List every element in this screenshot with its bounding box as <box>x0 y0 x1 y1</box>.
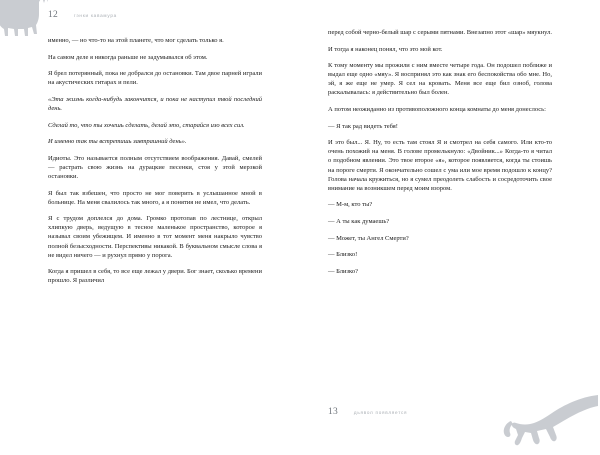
paragraph: Я брел потерянный, пока не добрался до остановки. Там двое парней играли на акустических гитарах и пели. <box>48 70 262 87</box>
running-head-title: гэнки кавамура <box>73 13 117 18</box>
paragraph: На самом деле я никогда раньше не задумывался об этом. <box>48 53 208 61</box>
paragraph: А потом неожиданно из противоположного конца комнаты до меня донеслось: <box>328 106 546 114</box>
paragraph: И тогда я наконец понял, что это мой кот. <box>328 45 443 53</box>
paragraph-dialogue: — Близко! <box>328 251 358 259</box>
paragraph-dialogue: — Близко? <box>328 267 359 275</box>
paragraph-dialogue: — Может, ты Ангел Смерти? <box>328 234 409 242</box>
page-number: 12 <box>48 10 58 20</box>
paragraph: И это был... Я. Ну, то есть там стоял Я и смотрел на себя самого. Или кто-то очень похожий на меня. В голове промелькнуло: «Двойник...» Когда-то я читал о подобном явлении. Это твое второе «я», которое появляется, когда ты стоишь на пороге смерти. Я окончательно сошел с ума или мое время подошло к концу? Голова начала кружиться, но я сумел преодолеть слабость и сосредоточить свое внимание на возникшем перед моим взором. <box>328 139 552 192</box>
text-column-left <box>48 36 262 285</box>
running-head-left <box>48 10 117 20</box>
running-head-title: дьявол появляется <box>353 410 408 415</box>
paragraph-quote: Сделай то, что ты хочешь сделать, делай это, старайся изо всех сил. <box>48 121 245 129</box>
paragraph: Я с трудом доплелся до дома. Громко протопав по лестнице, открыл хлипкую дверь, ведущую в тесное маленькое пространство, которое я называл своим убежищем. И именно в тот момент меня накрыло чувство полной безысходности. Перспективы никакой. В буквальном смысле слова я не видел ничего — и рухнул прямо у порога. <box>48 215 262 259</box>
paragraph: Идиоты. Это называется полным отсутствием воображения. Давай, смелей — растрать свою жизнь на дурацкие песенки, стоя у этой мерзкой остановки. <box>48 154 262 180</box>
paragraph: Когда я пришел в себя, то все еще лежал у двери. Бог знает, сколько времени прошло. Я различил <box>48 268 262 285</box>
text-column-right <box>328 28 552 276</box>
paragraph-quote: «Эта жизнь когда-нибудь закончится, и пока не наступил твой последний день. <box>48 95 262 112</box>
paragraph: именно, — но что-то на этой планете, что мог сделать только я. <box>48 37 224 44</box>
running-head-right <box>328 407 407 417</box>
paragraph: перед собой черно-белый шар с серыми пятнами. Внезапно этот «шар» мяукнул. <box>328 29 552 36</box>
paragraph: Я был так взбешен, что просто не мог поверить в услышанное мной в больнице. На меня свалилось так много, а я понятия не имел, что делать. <box>48 189 262 206</box>
paragraph: К тому моменту мы прожили с ним вместе четыре года. Он подошел поближе и выдал еще одно «мяу». Я воспринял это как знак его беспокойства обо мне. Но, эй, я же еще не умер. Я сел на кровать. Меня все еще бил озноб, голова раскалывалась: я действительно был болен. <box>328 62 552 97</box>
paragraph-dialogue: — А ты как думаешь? <box>328 217 390 225</box>
page-number: 13 <box>328 407 338 417</box>
paragraph-quote: И именно так ты встретишь завтрашний день». <box>48 138 187 146</box>
paragraph-dialogue: — М-м, кто ты? <box>328 201 373 209</box>
paragraph-dialogue: — Я так рад видеть тебя! <box>328 122 398 130</box>
page-right <box>300 0 600 455</box>
